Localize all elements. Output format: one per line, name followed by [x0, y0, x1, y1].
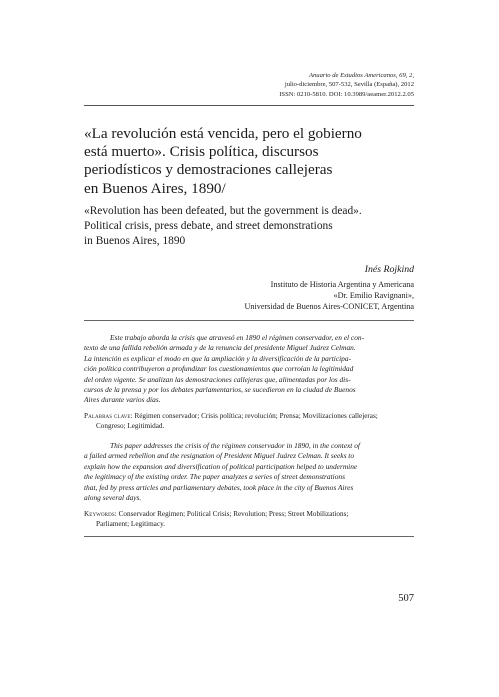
- title-english: [84, 204, 424, 248]
- keywords-label: Keywords:: [84, 510, 117, 518]
- keywords-label: Palabras clave:: [84, 412, 133, 420]
- abstract-line: texto de una fallida rebelión armada y de la renuncia del presidente Miguel Juárez Celman.: [84, 343, 356, 353]
- abstract-line: Este trabajo aborda la crisis que atravesó en 1890 el régimen conservador, en el con-: [110, 333, 365, 342]
- abstract-top-rule: [84, 320, 414, 321]
- issn-doi: ISSN: 0210-5810. DOI: 10.3989/aeamer.2012.2.05: [279, 90, 414, 98]
- abstract-line: ción política contribuyeron a profundizar los cuestionamientos que corroían la legitimidad: [84, 364, 354, 374]
- title-spanish-line: está muerto». Crisis política, discursos: [84, 143, 319, 161]
- abstract-line: cursos de la prensa y por los debates parlamentarios, se sucedieron en la ciudad de Buenos: [84, 385, 356, 395]
- page-number: 507: [398, 593, 414, 604]
- keywords-english: [84, 509, 414, 530]
- abstract-bottom-rule: [84, 536, 414, 537]
- abstract-line: the legitimacy of the existing order. The paper analyzes a series of street demonstrations: [84, 472, 345, 482]
- journal-citation: Anuario de Estudios Americanos, 69, 2,: [308, 72, 414, 79]
- title-spanish: [84, 125, 414, 198]
- affiliation-line: Universidad de Buenos Aires-CONICET, Argentina: [244, 302, 414, 312]
- author-affiliation: [154, 279, 414, 313]
- abstract-spanish: [84, 333, 414, 406]
- affiliation-line: «Dr. Emilio Ravignani»,: [333, 291, 414, 301]
- title-spanish-line: periodísticos y demostraciones callejeras: [84, 161, 333, 179]
- keywords-spanish: [84, 411, 414, 432]
- abstract-line: del orden vigente. Se analizan las demostraciones callejeras que, alimentadas por los dis-: [84, 374, 351, 384]
- keywords-line: [84, 411, 414, 421]
- abstract-line: a failed armed rebellion and the resignation of President Miguel Juárez Celman. It seeks to: [84, 451, 355, 461]
- keywords-text: Conservador Regimen; Political Crisis; Revolution; Press; Street Mobilizations;: [116, 510, 349, 518]
- abstract-line: along several days.: [84, 493, 142, 503]
- header-divider: [84, 105, 414, 106]
- author-name: Inés Rojkind: [364, 264, 414, 275]
- journal-header: [154, 71, 414, 99]
- title-spanish-line: «La revolución está vencida, pero el gobierno: [84, 125, 362, 142]
- issue-info: julio-diciembre, 507-532, Sevilla (España), 2012: [284, 81, 414, 89]
- title-spanish-line: en Buenos Aires, 1890/: [84, 179, 226, 197]
- keywords-line: [84, 509, 414, 519]
- keywords-line: Parliament; Legitimacy.: [96, 520, 165, 529]
- abstract-english: [84, 441, 414, 503]
- keywords-line: Congreso; Legitimidad.: [96, 422, 165, 431]
- keywords-text: Régimen conservador; Crisis política; revolución; Prensa; Movilizaciones callejeras;: [132, 412, 378, 420]
- title-english-line: «Revolution has been defeated, but the government is dead».: [84, 205, 362, 217]
- abstract-line: that, fed by press articles and parliamentary debates, took place in the city of Buenos Aires: [84, 482, 354, 492]
- affiliation-line: Instituto de Historia Argentina y Americana: [270, 280, 414, 289]
- abstract-line: La intención es explicar el modo en que la ampliación y la diversificación de la participa-: [84, 353, 352, 363]
- title-english-line: Political crisis, press debate, and street demonstrations: [84, 219, 333, 232]
- title-english-line: in Buenos Aires, 1890: [84, 234, 186, 247]
- abstract-line: Aires durante varios días.: [84, 395, 161, 405]
- abstract-line: explain how the expansion and diversification of political participation helped to undermine: [84, 461, 358, 471]
- abstract-line: This paper addresses the crisis of the régimen conservador in 1890, in the context of: [110, 441, 360, 450]
